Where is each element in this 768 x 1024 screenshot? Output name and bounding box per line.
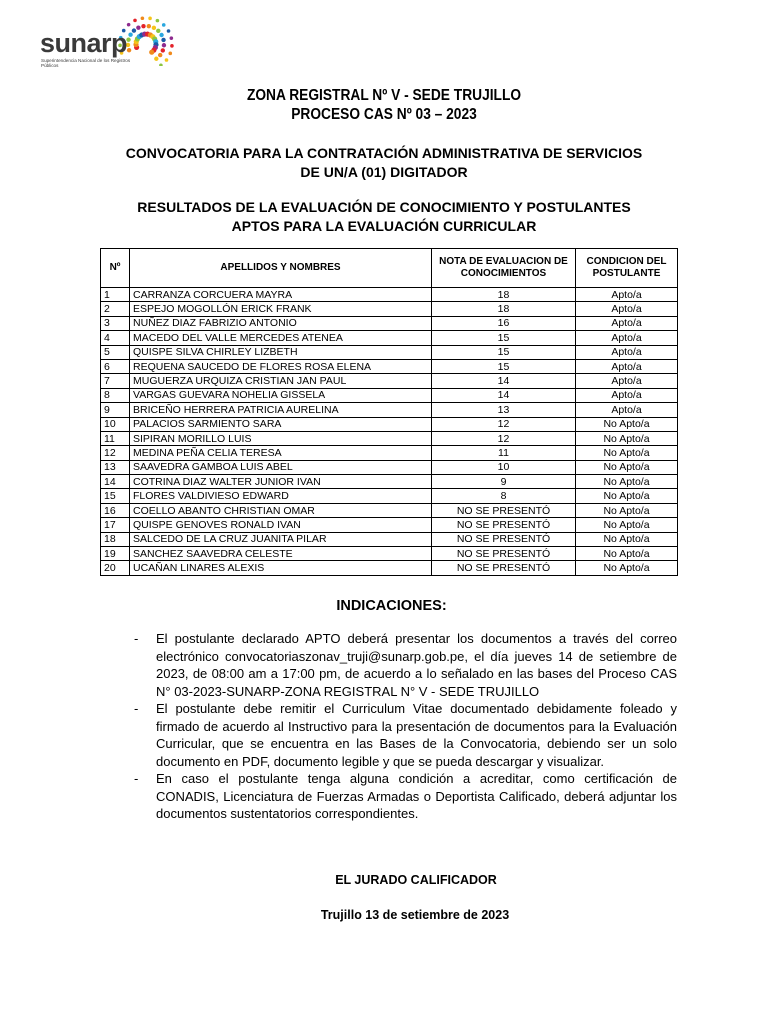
table-row (101, 446, 678, 460)
table-row (101, 403, 678, 417)
logo-dot (159, 33, 163, 37)
cell-grade: 16 (432, 316, 576, 330)
cell-name: ESPEJO MOGOLLÓN ERICK FRANK (130, 302, 432, 316)
bullet-dash: - (134, 771, 139, 786)
logo-dot (158, 53, 162, 57)
cell-cond: No Apto/a (576, 547, 678, 561)
logo-subtitle: Superintendencia Nacional de los Registros Públicos (41, 58, 131, 69)
cell-name: UCAÑAN LINARES ALEXIS (130, 561, 432, 575)
list-item (134, 770, 677, 823)
indicacion-text: El postulante declarado APTO deberá presentar los documentos a través del correo electrónico convocatoriaszonav_truji@sunarp.gob.pe, el día jueves 14 de setiembre de 2023, de 08:00 am a 17:00 pm, de acuerdo a lo señalado en las bases del Proceso CAS N° 03-2023-SUNARP-ZONA REGISTRAL N° V - SEDE TRUJILLO (156, 631, 677, 699)
cell-num: 13 (101, 460, 130, 474)
cell-grade: 12 (432, 417, 576, 431)
logo-dot (168, 52, 172, 56)
zone-heading (54, 86, 714, 124)
indicacion-text: El postulante debe remitir el Curriculum Vitae documentado debidamente foleado y firmado de acuerdo al Instructivo para la presentación de documentos para la Evaluación Curricular, que se encuentra en las Bases de la Convocatoria, debiendo ser un solo documento en PDF, documento legible y que se pueda descargar y visualizar. (156, 701, 677, 769)
cell-name: SANCHEZ SAAVEDRA CELESTE (130, 547, 432, 561)
logo-dot (133, 19, 137, 23)
cell-grade: 8 (432, 489, 576, 503)
cell-cond: No Apto/a (576, 532, 678, 546)
logo-dot (149, 50, 154, 55)
cell-name: COTRINA DIAZ WALTER JUNIOR IVAN (130, 475, 432, 489)
cell-num: 14 (101, 475, 130, 489)
table-row (101, 302, 678, 316)
cell-num: 2 (101, 302, 130, 316)
cell-num: 4 (101, 331, 130, 345)
cell-num: 9 (101, 403, 130, 417)
header-num: Nº (101, 249, 130, 288)
cell-num: 20 (101, 561, 130, 575)
table-row (101, 388, 678, 402)
logo-dot (128, 33, 132, 37)
logo-dot (141, 16, 145, 20)
cell-num: 12 (101, 446, 130, 460)
logo-dot (136, 25, 140, 29)
logo-dot (162, 43, 166, 47)
cell-num: 19 (101, 547, 130, 561)
cell-name: COELLO ABANTO CHRISTIAN OMAR (130, 503, 432, 517)
logo-dot (147, 24, 151, 28)
table-row (101, 561, 678, 575)
cell-cond: Apto/a (576, 359, 678, 373)
logo-dot (154, 57, 158, 61)
list-item (134, 630, 677, 700)
cell-cond: No Apto/a (576, 475, 678, 489)
cell-num: 11 (101, 431, 130, 445)
list-item (134, 700, 677, 770)
logo-dot (161, 38, 165, 42)
table-row (101, 503, 678, 517)
cell-num: 15 (101, 489, 130, 503)
results-line-2: APTOS PARA LA EVALUACIÓN CURRICULAR (231, 218, 537, 234)
table-row (101, 359, 678, 373)
cell-cond: No Apto/a (576, 417, 678, 431)
document-date: Trujillo 13 de setiembre de 2023 (320, 908, 510, 922)
logo-dot (127, 48, 131, 52)
convocatoria-heading (0, 144, 768, 182)
logo-dot (156, 29, 160, 33)
logo-wordmark: sunarp (40, 28, 128, 58)
cell-grade: 15 (432, 345, 576, 359)
convocatoria-line-1: CONVOCATORIA PARA LA CONTRATACIÓN ADMINISTRATIVA DE SERVICIOS (125, 145, 643, 161)
cell-grade: NO SE PRESENTÓ (432, 547, 576, 561)
logo-dot (167, 29, 171, 33)
cell-name: FLORES VALDIVIESO EDWARD (130, 489, 432, 503)
indicacion-text: En caso el postulante tenga alguna condición a acreditar, como certificación de CONADIS, Licenciatura de Fuerzas Armadas o Deportista Calificado, deberá adjuntar los documentos sustentatorios correspondientes. (156, 771, 677, 821)
bullet-dash: - (134, 701, 139, 716)
cell-cond: Apto/a (576, 345, 678, 359)
results-heading (0, 198, 768, 236)
cell-cond: Apto/a (576, 403, 678, 417)
cell-name: BRICEÑO HERRERA PATRICIA AURELINA (130, 403, 432, 417)
logo-dot (152, 26, 156, 30)
cell-num: 6 (101, 359, 130, 373)
logo-dot (170, 36, 174, 40)
cell-cond: Apto/a (576, 302, 678, 316)
logo-dot (161, 48, 165, 52)
header-name: APELLIDOS Y NOMBRES (130, 249, 432, 288)
table-row (101, 316, 678, 330)
cell-cond: No Apto/a (576, 518, 678, 532)
cell-grade: NO SE PRESENTÓ (432, 561, 576, 575)
cell-grade: 11 (432, 446, 576, 460)
cell-name: MACEDO DEL VALLE MERCEDES ATENEA (130, 331, 432, 345)
cell-grade: NO SE PRESENTÓ (432, 503, 576, 517)
cell-num: 5 (101, 345, 130, 359)
table-row (101, 547, 678, 561)
cell-num: 1 (101, 288, 130, 302)
cell-name: SIPIRAN MORILLO LUIS (130, 431, 432, 445)
cell-num: 18 (101, 532, 130, 546)
cell-cond: No Apto/a (576, 503, 678, 517)
cell-grade: 15 (432, 359, 576, 373)
header-grade: NOTA DE EVALUACION DE CONOCIMIENTOS (432, 249, 576, 288)
table-row (101, 417, 678, 431)
cell-cond: No Apto/a (576, 431, 678, 445)
results-line-1: RESULTADOS DE LA EVALUACIÓN DE CONOCIMIENTO Y POSTULANTES (137, 199, 631, 215)
sunarp-logo (38, 6, 178, 72)
cell-num: 16 (101, 503, 130, 517)
cell-name: MUGUERZA URQUIZA CRISTIAN JAN PAUL (130, 374, 432, 388)
cell-grade: NO SE PRESENTÓ (432, 532, 576, 546)
cell-grade: 13 (432, 403, 576, 417)
cell-cond: Apto/a (576, 388, 678, 402)
table-row (101, 431, 678, 445)
logo-dot (162, 23, 166, 27)
convocatoria-line-2: DE UN/A (01) DIGITADOR (300, 164, 468, 180)
cell-grade: 14 (432, 388, 576, 402)
logo-dot (141, 24, 145, 28)
results-table (100, 248, 678, 576)
zone-title: ZONA REGISTRAL Nº V - SEDE TRUJILLO (246, 87, 522, 104)
logo-dot (156, 19, 160, 23)
cell-grade: 14 (432, 374, 576, 388)
indicaciones-title: INDICACIONES: (336, 598, 447, 614)
cell-name: NUÑEZ DIAZ FABRIZIO ANTONIO (130, 316, 432, 330)
cell-num: 7 (101, 374, 130, 388)
cell-name: CARRANZA CORCUERA MAYRA (130, 288, 432, 302)
cell-num: 3 (101, 316, 130, 330)
table-row (101, 288, 678, 302)
cell-grade: 18 (432, 302, 576, 316)
cell-name: REQUENA SAUCEDO DE FLORES ROSA ELENA (130, 359, 432, 373)
table-row (101, 460, 678, 474)
cell-cond: Apto/a (576, 288, 678, 302)
cell-name: PALACIOS SARMIENTO SARA (130, 417, 432, 431)
indicaciones-list (134, 630, 677, 823)
cell-grade: 18 (432, 288, 576, 302)
bullet-dash: - (134, 631, 139, 646)
logo-dot (165, 58, 169, 62)
cell-name: VARGAS GUEVARA NOHELIA GISSELA (130, 388, 432, 402)
cell-name: SALCEDO DE LA CRUZ JUANITA PILAR (130, 532, 432, 546)
cell-name: QUISPE SILVA CHIRLEY LIZBETH (130, 345, 432, 359)
cell-cond: No Apto/a (576, 460, 678, 474)
cell-grade: 10 (432, 460, 576, 474)
cell-cond: Apto/a (576, 331, 678, 345)
table-row (101, 532, 678, 546)
table-row (101, 345, 678, 359)
logo-dot (148, 17, 152, 21)
cell-num: 8 (101, 388, 130, 402)
cell-cond: No Apto/a (576, 489, 678, 503)
cell-grade: 15 (432, 331, 576, 345)
table-row (101, 374, 678, 388)
table-header-row (101, 249, 678, 288)
table-row (101, 518, 678, 532)
cell-grade: 12 (432, 431, 576, 445)
cell-cond: Apto/a (576, 374, 678, 388)
process-title: PROCESO CAS Nº 03 – 2023 (291, 106, 477, 123)
cell-num: 17 (101, 518, 130, 532)
table-row (101, 489, 678, 503)
logo-dot (170, 44, 174, 48)
cell-cond: No Apto/a (576, 561, 678, 575)
cell-grade: 9 (432, 475, 576, 489)
header-condition: CONDICION DEL POSTULANTE (576, 249, 678, 288)
cell-grade: NO SE PRESENTÓ (432, 518, 576, 532)
cell-name: QUISPE GENOVES RONALD IVAN (130, 518, 432, 532)
table-row (101, 475, 678, 489)
table-row (101, 331, 678, 345)
logo-dot (132, 28, 136, 32)
logo-dot (159, 63, 163, 66)
jurado-signature: EL JURADO CALIFICADOR (335, 873, 497, 887)
cell-cond: No Apto/a (576, 446, 678, 460)
cell-name: MEDINA PEÑA CELIA TERESA (130, 446, 432, 460)
cell-cond: Apto/a (576, 316, 678, 330)
cell-num: 10 (101, 417, 130, 431)
cell-name: SAAVEDRA GAMBOA LUIS ABEL (130, 460, 432, 474)
logo-dot (127, 23, 131, 27)
